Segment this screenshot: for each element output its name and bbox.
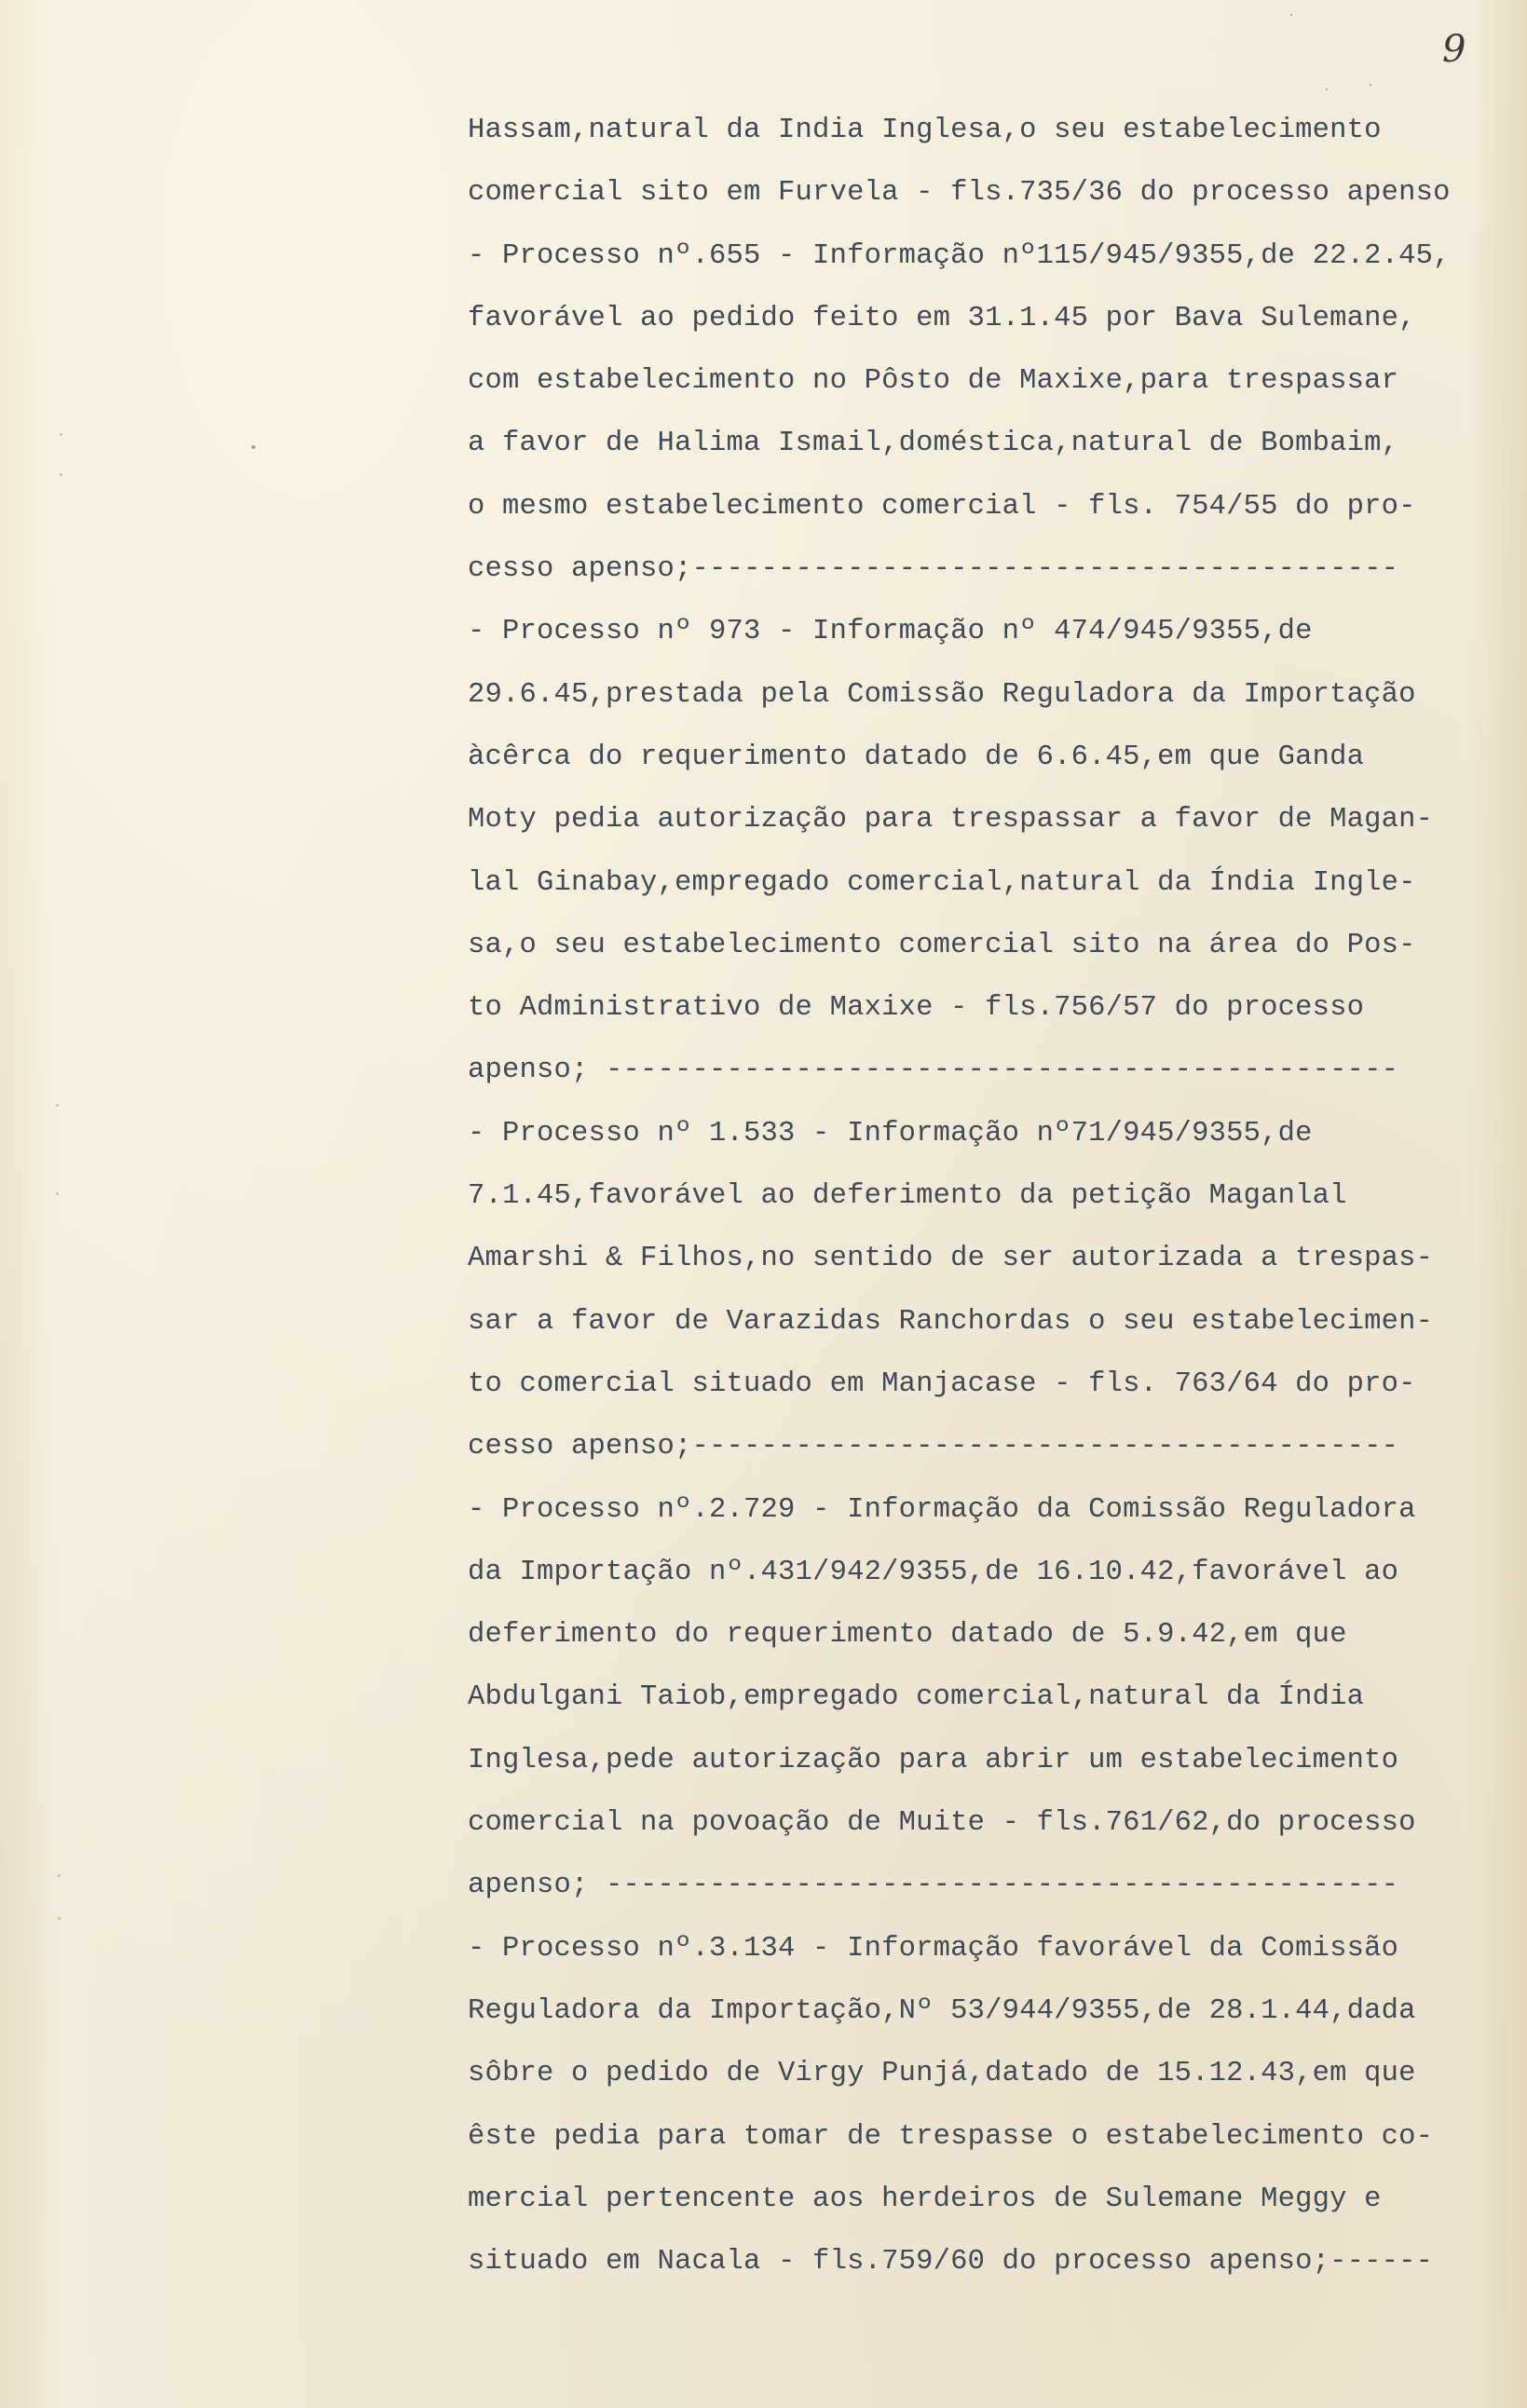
text-line: situado em Nacala - fls.759/60 do processo apenso;------ bbox=[468, 2246, 1434, 2279]
text-line: 29.6.45,prestada pela Comissão Reguladora da Importação bbox=[468, 678, 1416, 711]
text-line: sa,o seu estabelecimento comercial sito na área do Pos- bbox=[468, 929, 1416, 961]
text-line: cesso apenso;----------------------------------------- bbox=[468, 553, 1399, 586]
text-line: comercial sito em Furvela - fls.735/36 do processo apenso bbox=[468, 177, 1451, 210]
paper-speck bbox=[60, 473, 62, 476]
text-line: - Processo nº.2.729 - Informação da Comissão Reguladora bbox=[468, 1493, 1416, 1526]
paper-speck bbox=[60, 433, 62, 436]
paper-speck bbox=[1290, 14, 1292, 16]
paper-speck bbox=[58, 1874, 61, 1877]
text-line: êste pedia para tomar de trespasse o estabelecimento co- bbox=[468, 2120, 1434, 2153]
text-line: da Importação nº.431/942/9355,de 16.10.42,favorável ao bbox=[468, 1556, 1399, 1588]
typed-body-text bbox=[468, 100, 1520, 2293]
text-line: - Processo nº.3.134 - Informação favorável da Comissão bbox=[468, 1932, 1399, 1965]
text-line: Abdulgani Taiob,empregado comercial,natural da Índia bbox=[468, 1681, 1365, 1714]
text-line: to Administrativo de Maxixe - fls.756/57 do processo bbox=[468, 992, 1365, 1025]
text-line: a favor de Halima Ismail,doméstica,natural de Bombaim, bbox=[468, 428, 1399, 460]
text-line: 7.1.45,favorável ao deferimento da petição Maganlal bbox=[468, 1180, 1347, 1213]
text-line: - Processo nº.655 - Informação nº115/945/9355,de 22.2.45, bbox=[468, 239, 1451, 272]
paper-speck bbox=[56, 1192, 59, 1195]
text-line: comercial na povoação de Muite - fls.761/62,do processo bbox=[468, 1807, 1416, 1840]
text-line: com estabelecimento no Pôsto de Maxixe,para trespassar bbox=[468, 365, 1399, 398]
text-line: apenso; ---------------------------------------------- bbox=[468, 1054, 1399, 1087]
text-line: lal Ginabay,empregado comercial,natural da Índia Ingle- bbox=[468, 866, 1416, 899]
text-line: àcêrca do requerimento datado de 6.6.45,em que Ganda bbox=[468, 741, 1365, 773]
text-line: sar a favor de Varazidas Ranchordas o seu estabelecimen- bbox=[468, 1305, 1434, 1338]
text-line: Hassam,natural da India Inglesa,o seu estabelecimento bbox=[468, 115, 1382, 146]
text-line: deferimento do requerimento datado de 5.9.42,em que bbox=[468, 1619, 1347, 1652]
text-line: Amarshi & Filhos,no sentido de ser autorizada a trespas- bbox=[468, 1243, 1434, 1275]
text-line: to comercial situado em Manjacase - fls. 763/64 do pro- bbox=[468, 1367, 1416, 1400]
paper-speck bbox=[1370, 84, 1371, 86]
page-number: 9 bbox=[1442, 28, 1466, 71]
text-line: Inglesa,pede autorização para abrir um estabelecimento bbox=[468, 1744, 1399, 1776]
text-line: cesso apenso;----------------------------------------- bbox=[468, 1431, 1399, 1463]
paper-speck bbox=[58, 1917, 61, 1920]
text-line: - Processo nº 1.533 - Informação nº71/945/9355,de bbox=[468, 1117, 1313, 1150]
text-line: - Processo nº 973 - Informação nº 474/945/9355,de bbox=[468, 616, 1313, 648]
text-line: favorável ao pedido feito em 31.1.45 por Bava Sulemane, bbox=[468, 302, 1416, 334]
paper-speck bbox=[252, 445, 255, 449]
text-line: Moty pedia autorização para trespassar a favor de Magan- bbox=[468, 804, 1434, 837]
text-line: mercial pertencente aos herdeiros de Sulemane Meggy e bbox=[468, 2183, 1382, 2215]
paper-speck bbox=[56, 1104, 59, 1107]
text-line: apenso; ---------------------------------------------- bbox=[468, 1870, 1399, 1902]
text-line: sôbre o pedido de Virgy Punjá,datado de 15.12.43,em que bbox=[468, 2058, 1416, 2090]
paper-speck bbox=[1326, 88, 1328, 90]
text-line: Reguladora da Importação,Nº 53/944/9355,de 28.1.44,dada bbox=[468, 1994, 1416, 2027]
text-line: o mesmo estabelecimento comercial - fls. 754/55 do pro- bbox=[468, 490, 1416, 523]
